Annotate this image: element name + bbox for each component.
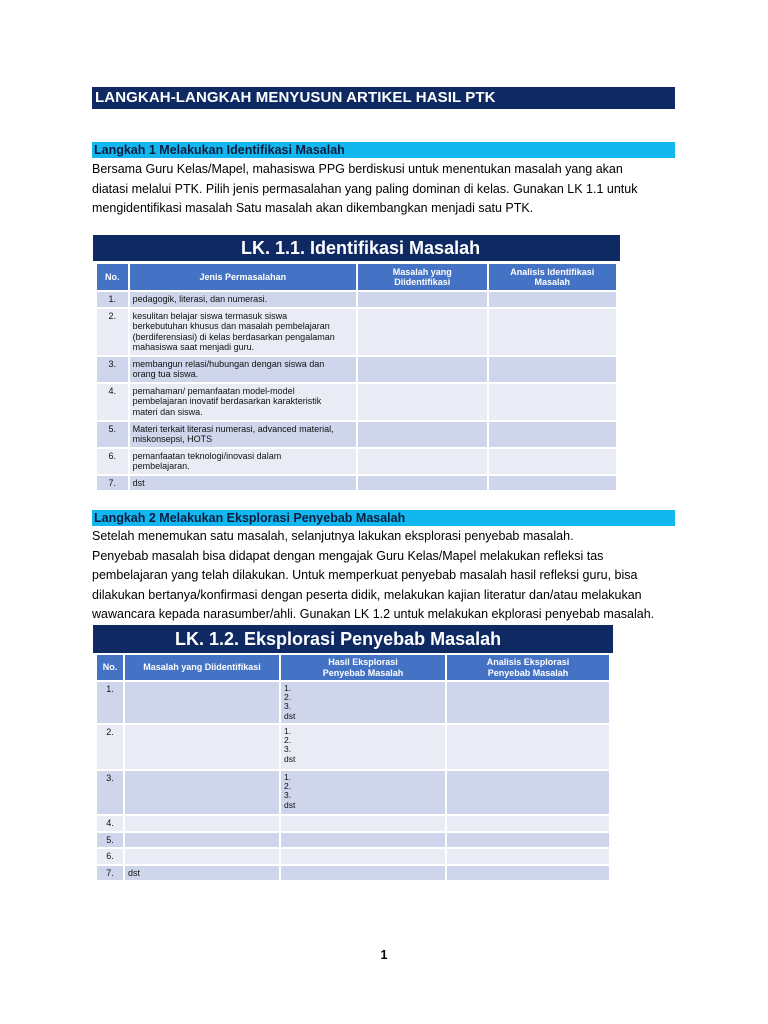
cell-masalah[interactable] <box>358 422 487 447</box>
cell-hasil[interactable] <box>281 833 445 848</box>
row-number: 3. <box>97 357 128 382</box>
cell-analisis[interactable] <box>447 849 609 864</box>
cell-hasil[interactable]: 1. 2. 3. dst <box>281 771 445 814</box>
step1-line: Bersama Guru Kelas/Mapel, mahasiswa PPG berdiskusi untuk menentukan masalah yang akan <box>92 162 623 176</box>
cell-hasil[interactable]: 1. 2. 3. dst <box>281 682 445 723</box>
cell-analisis[interactable] <box>489 357 617 382</box>
step1-title: Langkah 1 Melakukan Identifikasi Masalah <box>92 142 675 158</box>
lk11-figure <box>93 235 620 487</box>
step2-title: Langkah 2 Melakukan Eksplorasi Penyebab Masalah <box>92 510 675 526</box>
row-text: pedagogik, literasi, dan numerasi. <box>130 292 356 307</box>
table-row <box>97 384 616 420</box>
cell-hasil[interactable] <box>281 866 445 881</box>
cell-analisis[interactable] <box>489 384 617 420</box>
cell-analisis[interactable] <box>447 833 609 848</box>
lk12-title <box>93 625 613 653</box>
row-number: 7. <box>97 476 128 491</box>
row-number: 1. <box>97 682 123 723</box>
cell-masalah[interactable] <box>125 816 279 831</box>
cell-masalah[interactable] <box>358 309 487 355</box>
lk12-header-hasil: Hasil Eksplorasi Penyebab Masalah <box>281 655 445 680</box>
row-text: dst <box>130 476 356 491</box>
step2-line: wawancara kepada narasumber/ahli. Gunakan LK 1.2 untuk melakukan ekplorasi penyebab masalah. <box>92 607 655 621</box>
cell-masalah[interactable]: dst <box>125 866 279 881</box>
table-row <box>97 816 609 831</box>
lk12-figure <box>93 625 613 887</box>
lk11-title <box>93 235 620 261</box>
cell-analisis[interactable] <box>489 292 617 307</box>
row-number: 5. <box>97 422 128 447</box>
cell-masalah[interactable] <box>358 357 487 382</box>
table-row <box>97 449 616 474</box>
step1-line: diatasi melalui PTK. Pilih jenis permasalahan yang paling dominan di kelas. Gunakan LK 1.1 untuk <box>92 181 638 196</box>
lk11-header-no: No. <box>97 264 128 290</box>
table-row <box>97 682 609 723</box>
cell-analisis[interactable] <box>489 476 617 491</box>
lk11-header-analisis: Analisis Identifikasi Masalah <box>489 264 617 290</box>
row-number: 6. <box>97 449 128 474</box>
cell-analisis[interactable] <box>447 682 609 723</box>
table-row <box>97 866 609 881</box>
table-row <box>97 833 609 848</box>
cell-hasil[interactable] <box>281 849 445 864</box>
cell-hasil[interactable] <box>281 816 445 831</box>
row-number: 4. <box>97 384 128 420</box>
row-text: pemahaman/ pemanfaatan model-model pembelajaran inovatif berdasarkan karakteristik materi dan siswa. <box>130 384 356 420</box>
lk12-header-no: No. <box>97 655 123 680</box>
cell-masalah[interactable] <box>125 682 279 723</box>
table-row <box>97 476 616 491</box>
lk12-header-analisis: Analisis Eksplorasi Penyebab Masalah <box>447 655 609 680</box>
page-heading: LANGKAH-LANGKAH MENYUSUN ARTIKEL HASIL PTK <box>92 87 675 109</box>
cell-hasil[interactable]: 1. 2. 3. dst <box>281 725 445 769</box>
table-row <box>97 725 609 769</box>
table-row <box>97 357 616 382</box>
cell-masalah[interactable] <box>358 292 487 307</box>
lk12-header-masalah: Masalah yang Diidentifikasi <box>125 655 279 680</box>
step1-paragraph <box>92 160 682 219</box>
cell-analisis[interactable] <box>489 449 617 474</box>
page-number: 1 <box>380 948 388 962</box>
table-row <box>97 292 616 307</box>
cell-analisis[interactable] <box>447 725 609 769</box>
row-text: pemanfaatan teknologi/inovasi dalam pembelajaran. <box>130 449 356 474</box>
lk11-header-masalah: Masalah yang Diidentifikasi <box>358 264 487 290</box>
row-number: 5. <box>97 833 123 848</box>
cell-masalah[interactable] <box>125 833 279 848</box>
table-row <box>97 771 609 814</box>
lk12-title-text: LK. 1.2. Eksplorasi Penyebab Masalah <box>175 628 502 649</box>
step2-line: Penyebab masalah bisa didapat dengan mengajak Guru Kelas/Mapel melakukan refleksi tas <box>92 548 604 563</box>
cell-analisis[interactable] <box>489 309 617 355</box>
table-row <box>97 309 616 355</box>
lk11-title-text: LK. 1.1. Identifikasi Masalah <box>241 237 481 258</box>
step1-line: mengidentifikasi masalah Satu masalah akan dikembangkan menjadi satu PTK. <box>92 201 534 215</box>
table-row <box>97 849 609 864</box>
cell-analisis[interactable] <box>447 816 609 831</box>
row-number: 2. <box>97 309 128 355</box>
row-text: membangun relasi/hubungan dengan siswa dan orang tua siswa. <box>130 357 356 382</box>
lk12-table <box>95 653 611 882</box>
step2-paragraph <box>92 527 682 625</box>
lk11-header-jenis: Jenis Permasalahan <box>130 264 356 290</box>
cell-analisis[interactable] <box>447 771 609 814</box>
cell-masalah[interactable] <box>125 771 279 814</box>
row-number: 2. <box>97 725 123 769</box>
row-number: 7. <box>97 866 123 881</box>
cell-analisis[interactable] <box>489 422 617 447</box>
cell-masalah[interactable] <box>358 476 487 491</box>
cell-analisis[interactable] <box>447 866 609 881</box>
step2-line: pembelajaran yang telah dilakukan. Untuk memperkuat penyebab masalah hasil refleksi guru, bisa <box>92 568 638 582</box>
row-number: 3. <box>97 771 123 814</box>
row-number: 4. <box>97 816 123 831</box>
step2-line: Setelah menemukan satu masalah, selanjutnya lakukan eksplorasi penyebab masalah. <box>92 529 574 543</box>
table-row <box>97 422 616 447</box>
cell-masalah[interactable] <box>125 849 279 864</box>
row-number: 1. <box>97 292 128 307</box>
row-text: kesulitan belajar siswa termasuk siswa berkebutuhan khusus dan masalah pembelajaran (berdiferensiasi) di kelas berdasarkan pengalaman mahasiswa saat menjadi guru. <box>130 309 356 355</box>
cell-masalah[interactable] <box>358 384 487 420</box>
row-number: 6. <box>97 849 123 864</box>
step2-line: dilakukan bertanya/konfirmasi dengan peserta didik, melakukan kajian literatur dan/atau melakukan <box>92 587 642 602</box>
lk11-table <box>95 262 618 492</box>
cell-masalah[interactable] <box>358 449 487 474</box>
row-text: Materi terkait literasi numerasi, advanced material, miskonsepsi, HOTS <box>130 422 356 447</box>
cell-masalah[interactable] <box>125 725 279 769</box>
